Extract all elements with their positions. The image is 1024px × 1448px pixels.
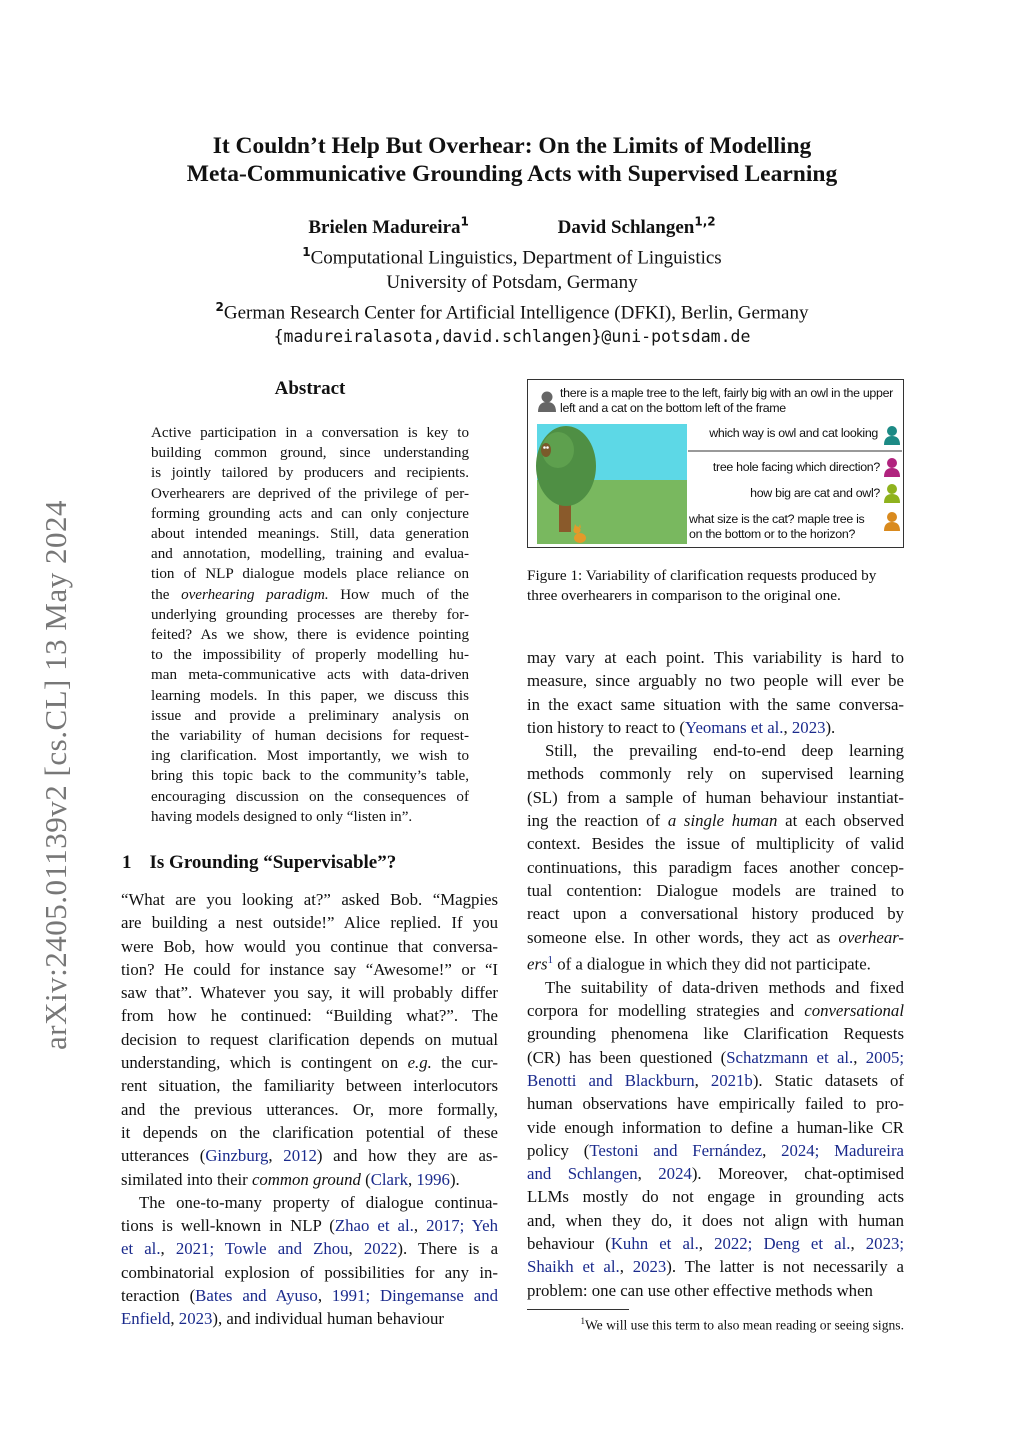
abstract-lines-line: is jointly tailored by producers and recipients. — [151, 465, 469, 482]
overhearer-3-icon — [884, 512, 900, 531]
affiliation-2 — [0, 295, 1024, 325]
cr-overhearer-2 — [688, 486, 880, 504]
left-col-lines-line: were Bob, how would you continue that conversa- — [121, 936, 498, 956]
right-col-lines-line: corpora for modelling strategies and conversational — [527, 1001, 904, 1021]
cr-original-text: which way is owl and cat looking — [709, 426, 878, 440]
abstract-lines-line: encouraging discussion on the consequences of — [151, 788, 469, 805]
figure-1 — [527, 379, 904, 548]
right-col-lines-line: behaviour (Kuhn et al., 2022; Deng et al., 2023; — [527, 1234, 905, 1254]
section-title: Is Grounding “Supervisable”? — [149, 852, 397, 873]
scene-image — [536, 424, 687, 544]
overhearer-1-icon — [884, 458, 900, 477]
author-2-affil: 1,2 — [694, 215, 716, 229]
right-col-lines-line: ers$^1$ of a dialogue in which they did not participate. — [527, 953, 871, 974]
abstract-lines-line: learning models. In this paper, we discuss this — [151, 687, 469, 704]
right-col-lines-line: ing the reaction of a single human at each observed — [527, 811, 904, 831]
right-col-lines-line: in the exact same situation with the same conversa- — [527, 694, 904, 714]
abstract-heading: Abstract — [274, 378, 346, 399]
author-1-affil: 1 — [460, 215, 469, 229]
abstract-lines-line: man meta-communicative acts with data-driven — [151, 667, 469, 684]
aff-1-text: Computational Linguistics, Department of Linguistics — [310, 247, 722, 269]
abstract-lines-line: ing clarification. Most importantly, we wish to — [151, 748, 469, 765]
footnote-rule — [527, 1309, 629, 1310]
right-column-text — [527, 646, 904, 1302]
author-1 — [308, 217, 469, 238]
right-col-lines-line: Benotti and Blackburn, 2021b). Static datasets of — [527, 1070, 905, 1090]
author-names — [0, 210, 1024, 240]
right-col-lines-line: tion history to react to (Yeomans et al., 2023). — [527, 717, 836, 737]
abstract-lines-line: forming grounding acts and can only conjecture — [151, 505, 469, 522]
left-col-lines-line: it depends on the clarification potential of these — [121, 1122, 498, 1142]
original-speaker-icon — [538, 392, 556, 413]
right-col-lines-line: policy (Testoni and Fernández, 2024; Madureira — [527, 1140, 904, 1160]
abstract-lines-line: tion of NLP dialogue models place reliance on — [151, 566, 469, 583]
left-col-lines-line: tion? He could for instance say “Awesome!” or “I — [121, 959, 498, 979]
abstract-lines-line: feited? As we show, there is evidence pointing — [151, 627, 469, 644]
cr-original-speaker-icon — [884, 426, 900, 445]
title-line-2: Meta-Communicative Grounding Acts with Supervised Learning — [186, 161, 838, 187]
cr-2-text: how big are cat and owl? — [750, 486, 880, 500]
author-2 — [558, 217, 716, 238]
left-col-lines-line: are building a nest outside!” Alice replied. If you — [121, 913, 498, 933]
right-col-lines-line: Shaikh et al., 2023). The latter is not necessarily a — [527, 1257, 904, 1277]
paper-title — [0, 132, 1024, 188]
affiliation-1b: University of Potsdam, Germany — [386, 271, 638, 293]
right-col-lines-line: may vary at each point. This variability is hard to — [527, 648, 904, 667]
right-col-lines-line: and Schlangen, 2024). Moreover, chat-optimised — [527, 1164, 904, 1184]
aff-2-text: German Research Center for Artificial Intelligence (DFKI), Berlin, Germany — [223, 301, 809, 323]
right-col-lines-line: context. Besides the issue of multiplicity of valid — [527, 834, 904, 854]
abstract-lines-line: the variability of human decisions for request- — [151, 728, 469, 745]
right-col-lines-line: grounding phenomena like Clarification Requests — [527, 1024, 904, 1044]
right-col-lines-line: someone else. In other words, they act as overhear- — [527, 927, 904, 947]
right-col-lines-line: methods commonly rely on supervised learning — [527, 764, 904, 784]
author-emails: {madureiralasota,david.schlangen}@uni-potsdam.de — [273, 326, 751, 346]
right-col-lines-line: tual contention: Dialogue models are trained to — [527, 880, 904, 900]
overhearer-2-icon — [884, 484, 900, 503]
cr-overhearer-1 — [688, 460, 880, 478]
right-col-lines-line: Still, the prevailing end-to-end deep learning — [545, 741, 904, 761]
left-col-lines-line: teraction (Bates and Ayuso, 1991; Dingemanse and — [121, 1286, 498, 1306]
right-col-lines-line: continuations, this paradigm faces another concep- — [527, 857, 904, 877]
footnote — [527, 1316, 904, 1334]
arxiv-identifier: arXiv:2405.01139v2 [cs.CL] 13 May 2024 — [38, 500, 73, 1050]
original-utterance — [560, 386, 900, 420]
cr-overhearer-3 — [688, 512, 880, 546]
left-col-lines-line: utterances (Ginzburg, 2012) and how they are as- — [121, 1146, 499, 1166]
left-col-lines-line: decision to request clarification depends on mutual — [121, 1029, 498, 1049]
left-col-lines-line: saw that”. Whatever you say, it will probably differ — [121, 983, 498, 1003]
right-col-lines-line: (SL) from a sample of human behaviour instantiat- — [527, 787, 904, 807]
cr-1-text: tree hole facing which direction? — [712, 460, 880, 474]
right-col-lines-line: LLMs mostly do not engage in grounding acts — [527, 1187, 904, 1207]
abstract-lines-line: about intended meanings. Still, data generation — [151, 526, 469, 543]
section-heading — [122, 852, 396, 874]
original-utterance-text: there is a maple tree to the left, fairly big with an owl in the upper left and a cat on the bottom left of the frame — [560, 386, 894, 415]
author-1-name: Brielen Madureira — [308, 217, 461, 239]
abstract-lines-line: building common ground, since understanding — [151, 445, 469, 462]
right-col-lines-line: measure, since arguably no two people will ever be — [527, 671, 904, 691]
footnote-mark: 1 — [580, 1316, 585, 1326]
left-col-lines-line: “What are you looking at?” asked Bob. “Magpies — [121, 890, 498, 909]
owl-icon — [541, 443, 551, 457]
figure-caption: Figure 1: Variability of clarification requests produced by three overhearers in comparison to the original one. — [527, 567, 877, 604]
abstract-lines-line: issue and provide a preliminary analysis on — [151, 707, 469, 724]
figure-1-illustration — [528, 380, 903, 547]
left-col-lines-line: Enfield, 2023), and individual human behaviour — [121, 1309, 444, 1329]
right-col-lines-line: problem: one can use other effective methods when — [527, 1280, 873, 1300]
cr-original — [688, 426, 878, 444]
cr-3-text: what size is the cat? maple tree is on the bottom or to the horizon? — [689, 512, 865, 541]
left-col-lines-line: tions is well-known in NLP (Zhao et al., 2017; Yeh — [121, 1216, 498, 1236]
footnote-text: We will use this term to also mean reading or seeing signs. — [584, 1317, 904, 1333]
left-col-lines-line: rent situation, the familiarity between interlocutors — [121, 1076, 498, 1096]
left-col-lines-line: combinatorial explosion of possibilities for any in- — [121, 1262, 498, 1282]
section-number: 1 — [122, 852, 132, 873]
abstract-lines-line: underlying grounding processes are thereby for- — [151, 606, 469, 623]
left-col-lines-line: understanding, which is contingent on e.g. the cur- — [121, 1053, 498, 1073]
abstract-lines-line: Active participation in a conversation is key to — [151, 425, 469, 441]
abstract-lines-line: and annotation, modelling, training and evalua- — [151, 546, 469, 563]
right-col-lines-line: The suitability of data-driven methods and fixed — [545, 977, 904, 997]
aff-2-mark: 2 — [215, 299, 224, 314]
left-column-text — [121, 888, 498, 1331]
abstract-lines-line: to the impossibility of properly modelling hu- — [151, 647, 469, 664]
abstract-lines-line: Overhearers are deprived of the privilege of per- — [151, 485, 469, 502]
abstract-lines-line: having models designed to only “listen in”. — [151, 808, 413, 825]
left-col-lines-line: The one-to-many property of dialogue continua- — [139, 1192, 498, 1212]
right-col-lines-line: vide enough information to define a human-like CR — [527, 1117, 904, 1137]
right-col-lines-line: (CR) has been questioned (Schatzmann et al., 2005; — [527, 1047, 905, 1067]
left-col-lines-line: similated into their common ground (Clark, 1996). — [121, 1169, 460, 1189]
affiliation-1 — [0, 240, 1024, 270]
abstract-lines-line: the overhearing paradigm. How much of the — [151, 586, 469, 603]
author-block — [0, 210, 1024, 349]
title-line-1: It Couldn’t Help But Overhear: On the Limits of Modelling — [212, 133, 812, 159]
abstract-lines-line: bring this topic back to the community’s table, — [151, 768, 469, 785]
aff-1-mark: 1 — [302, 245, 311, 260]
right-col-lines-line: react upon a conversational history produced by — [527, 904, 904, 924]
right-col-lines-line: and, when they do, it does not align with human — [527, 1210, 904, 1230]
author-2-name: David Schlangen — [557, 217, 695, 239]
abstract-body — [151, 423, 469, 827]
right-col-lines-line: human observations have empirically failed to pro- — [527, 1094, 904, 1114]
left-col-lines-line: et al., 2021; Towle and Zhou, 2022). There is a — [121, 1239, 499, 1259]
left-col-lines-line: and the previous utterances. Or, more formally, — [121, 1099, 498, 1119]
left-col-lines-line: from how he continued: “Building what?”. The — [121, 1006, 498, 1026]
